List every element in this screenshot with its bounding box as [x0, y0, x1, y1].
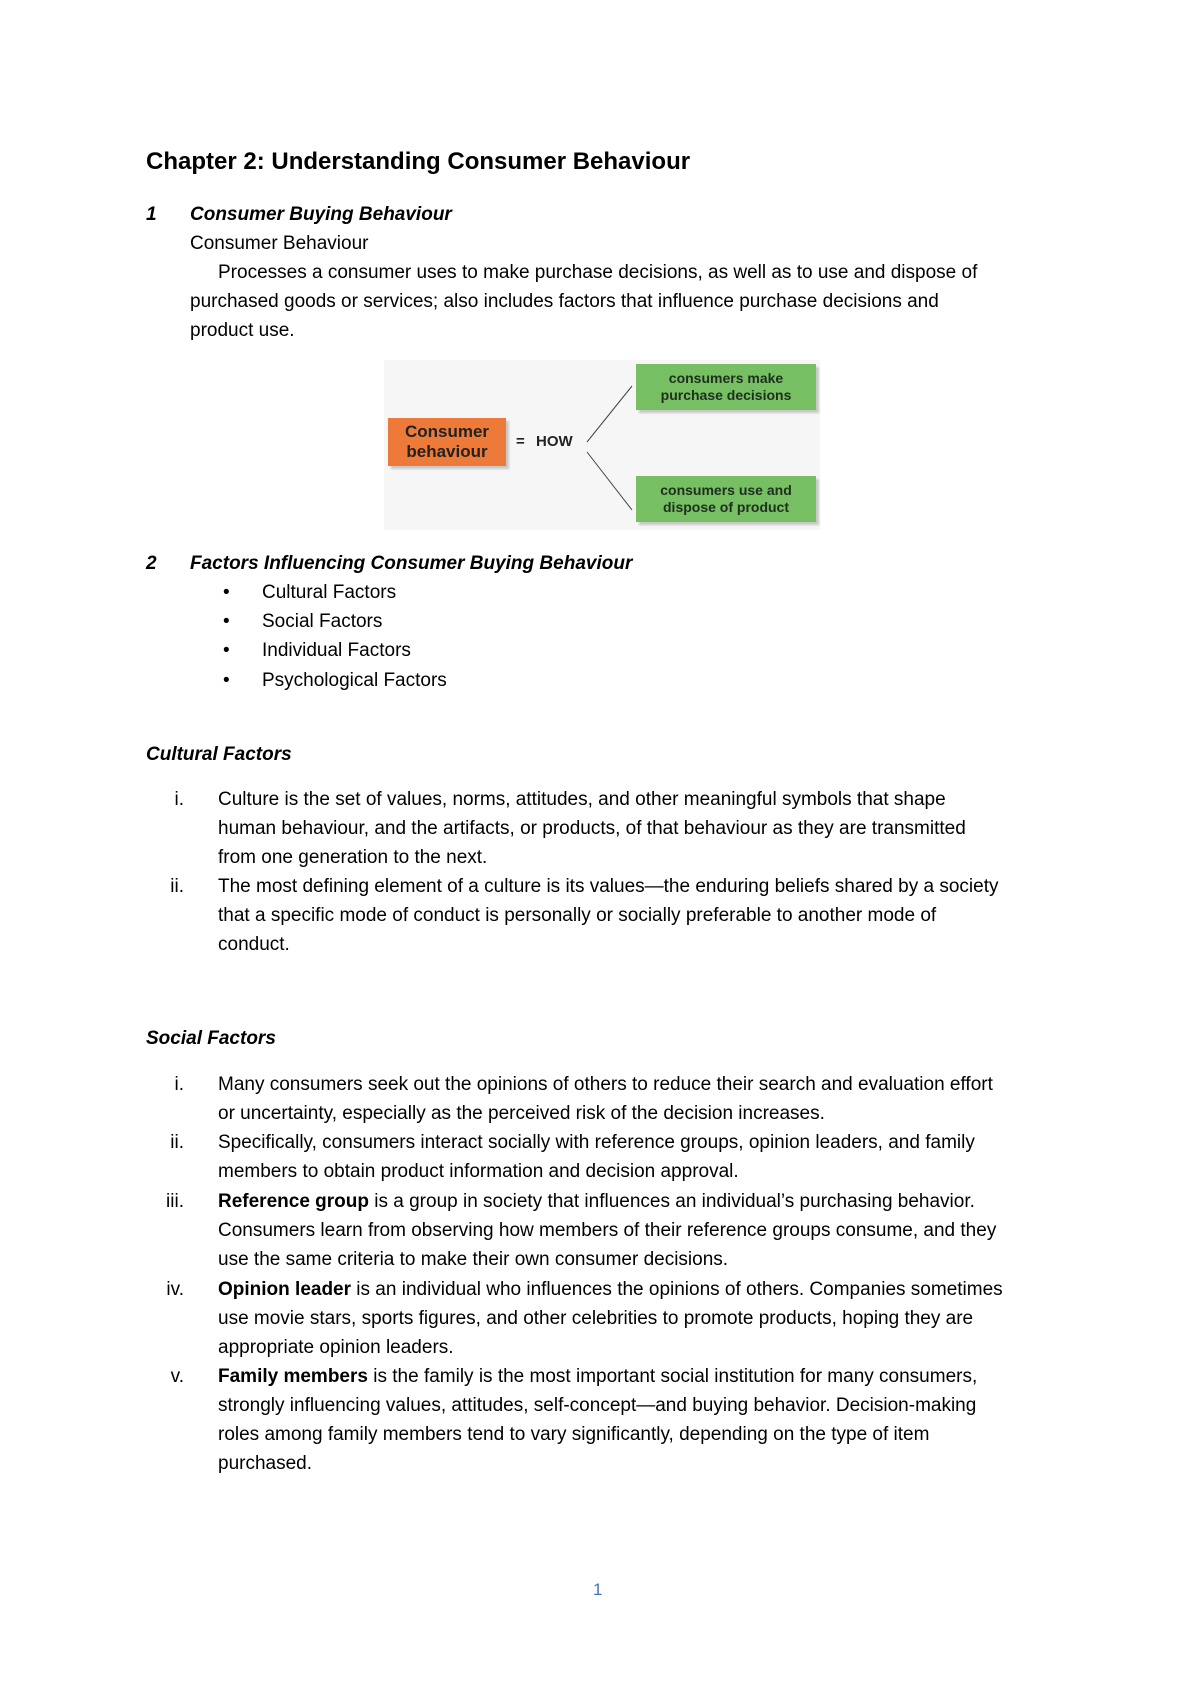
list-item-line: Specifically, consumers interact socially with reference groups, opinion leaders, and family: [218, 1132, 975, 1153]
term-family-members: Family members: [218, 1366, 368, 1387]
list-item-line: members to obtain product information and decision approval.: [218, 1161, 739, 1182]
consumer-behaviour-line-1: Consumer: [404, 422, 490, 441]
section-2-number: 2: [146, 553, 157, 574]
list-item-line: from one generation to the next.: [218, 847, 488, 868]
list-item-line: is the family is the most important social institution for many consumers,: [367, 1366, 978, 1387]
list-marker: iii.: [166, 1191, 184, 1212]
list-item: [218, 1362, 1078, 1478]
list-item: [218, 1275, 1078, 1362]
section-2-heading: Factors Influencing Consumer Buying Behaviour: [190, 553, 633, 574]
equals-sign: =: [516, 433, 525, 450]
list-item-line: Consumers learn from observing how members of their reference groups consume, and they: [218, 1220, 997, 1241]
definition-line-3: product use.: [190, 320, 295, 341]
purchase-decisions-box: [636, 364, 816, 410]
connector-line-bottom: [587, 452, 632, 510]
list-item: [218, 1187, 1078, 1274]
list-item-line: is an individual who influences the opinions of others. Companies sometimes: [351, 1279, 1003, 1300]
bullet-item: Psychological Factors: [262, 670, 447, 691]
connector-line-top: [587, 386, 632, 442]
list-item-line: purchased.: [218, 1453, 313, 1474]
bullet-icon: •: [223, 640, 230, 661]
bullet-icon: •: [223, 611, 230, 632]
consumer-behaviour-diagram: [384, 360, 820, 530]
purchase-decisions-line-2: purchase decisions: [660, 387, 792, 403]
list-marker: i.: [174, 1074, 184, 1095]
list-item-line: conduct.: [218, 934, 290, 955]
list-item-line: is a group in society that influences an individual’s purchasing behavior.: [368, 1191, 975, 1212]
list-item-line: strongly influencing values, attitudes, self-concept—and buying behavior. Decision-making: [218, 1395, 977, 1416]
list-item-line: roles among family members tend to vary significantly, depending on the type of item: [218, 1424, 930, 1445]
bullet-item: Cultural Factors: [262, 582, 397, 603]
list-item-line: appropriate opinion leaders.: [218, 1337, 454, 1358]
list-marker: iv.: [166, 1279, 184, 1300]
use-dispose-box: [636, 476, 816, 522]
list-marker: ii.: [170, 1132, 184, 1153]
chapter-title: Chapter 2: Understanding Consumer Behaviour: [146, 148, 691, 175]
list-item-line: Culture is the set of values, norms, attitudes, and other meaningful symbols that shape: [218, 789, 946, 810]
list-item-line: that a specific mode of conduct is personally or socially preferable to another mode of: [218, 905, 937, 926]
term-opinion-leader: Opinion leader: [218, 1279, 352, 1300]
bullet-icon: •: [223, 582, 230, 603]
how-label: HOW: [536, 433, 573, 450]
list-item-line: human behaviour, and the artifacts, or products, of that behaviour as they are transmitted: [218, 818, 966, 839]
list-marker: v.: [170, 1366, 184, 1387]
section-1-number: 1: [146, 204, 157, 225]
use-dispose-line-1: consumers use and: [660, 482, 792, 498]
list-item-line: or uncertainty, especially as the perceived risk of the decision increases.: [218, 1103, 825, 1124]
bullet-icon: •: [223, 670, 230, 691]
use-dispose-line-2: dispose of product: [663, 499, 789, 515]
list-item: [218, 1128, 1078, 1186]
term-reference-group: Reference group: [218, 1191, 369, 1212]
list-item-line: The most defining element of a culture is its values—the enduring beliefs shared by a society: [218, 876, 999, 897]
bullet-item: Individual Factors: [262, 640, 411, 661]
list-item-line: use the same criteria to make their own consumer decisions.: [218, 1249, 729, 1270]
page-number: 1: [593, 1580, 603, 1599]
list-marker: i.: [174, 789, 184, 810]
definition-line-2: purchased goods or services; also includes factors that influence purchase decisions and: [190, 291, 939, 312]
social-factors-heading: Social Factors: [146, 1028, 276, 1049]
section-1-subheading: Consumer Behaviour: [190, 233, 369, 254]
list-item: [218, 1070, 1078, 1128]
bullet-item: Social Factors: [262, 611, 383, 632]
list-marker: ii.: [170, 876, 184, 897]
list-item: [218, 785, 1078, 872]
definition-line-1: Processes a consumer uses to make purchase decisions, as well as to use and dispose of: [218, 262, 978, 283]
consumer-behaviour-line-2: behaviour: [406, 442, 488, 461]
section-1-heading: Consumer Buying Behaviour: [190, 204, 452, 225]
list-item-line: use movie stars, sports figures, and other celebrities to promote products, hoping they are: [218, 1308, 974, 1329]
purchase-decisions-line-1: consumers make: [668, 370, 784, 386]
list-item-line: Many consumers seek out the opinions of others to reduce their search and evaluation effort: [218, 1074, 993, 1095]
list-item: [218, 872, 1078, 959]
cultural-factors-heading: Cultural Factors: [146, 744, 292, 765]
